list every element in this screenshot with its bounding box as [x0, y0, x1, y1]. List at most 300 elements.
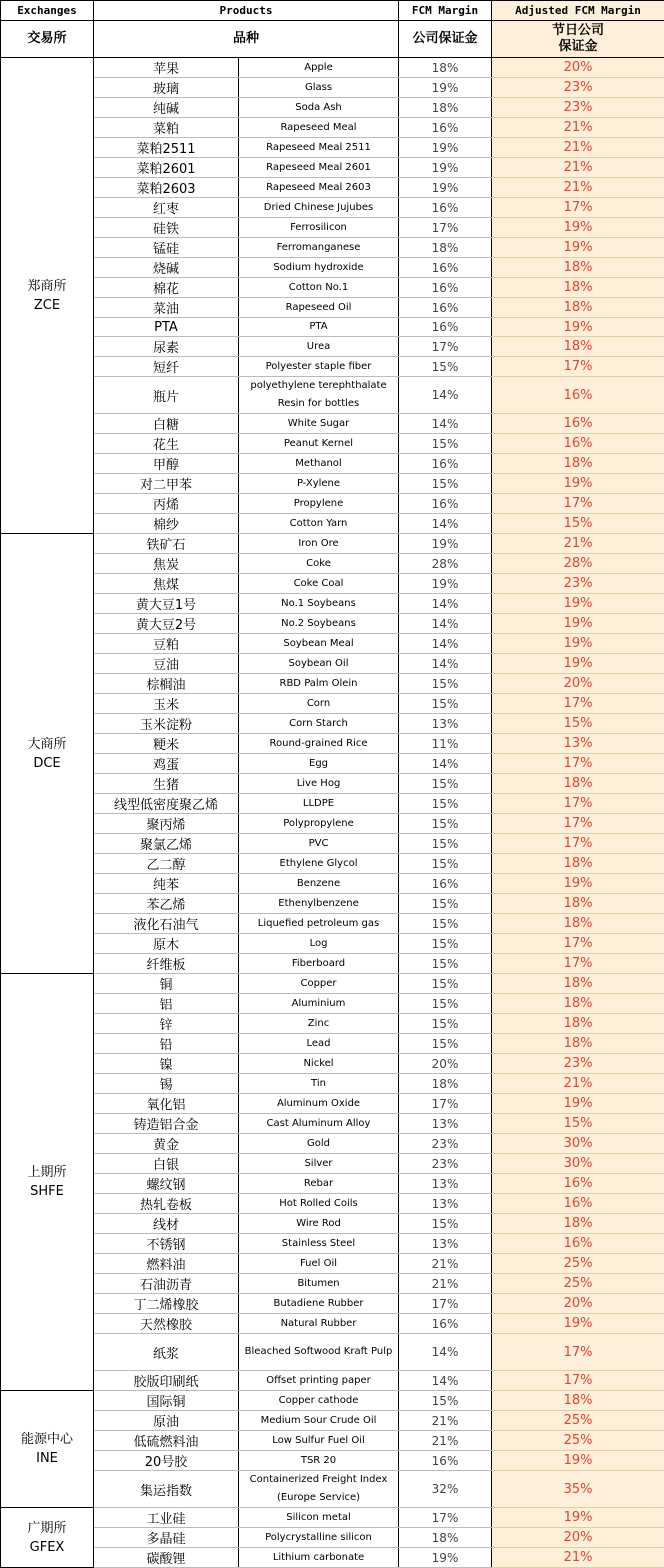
- fcm-margin: 18%: [399, 238, 492, 258]
- product-name-en: Wire Rod: [239, 1214, 399, 1234]
- product-name-cn: 硅铁: [94, 218, 239, 238]
- table-row: [1, 1074, 664, 1094]
- fcm-margin: 17%: [399, 1294, 492, 1314]
- table-row: [1, 1314, 664, 1334]
- table-row: [1, 974, 664, 994]
- fcm-margin: 19%: [399, 534, 492, 554]
- fcm-margin: 23%: [399, 1154, 492, 1174]
- table-row: [1, 337, 664, 357]
- product-name-cn: 焦煤: [94, 574, 239, 594]
- adjusted-fcm-margin: 17%: [492, 1334, 664, 1371]
- product-name-en: Soybean Oil: [239, 654, 399, 674]
- product-name-cn: 短纤: [94, 357, 239, 377]
- product-name-en: No.2 Soybeans: [239, 614, 399, 634]
- table-row: [1, 1371, 664, 1391]
- table-row: [1, 118, 664, 138]
- fcm-margin: 15%: [399, 1214, 492, 1234]
- fcm-margin: 16%: [399, 118, 492, 138]
- table-row: [1, 554, 664, 574]
- product-name-en: Rapeseed Meal: [239, 118, 399, 138]
- header-fcm-zh: 公司保证金: [399, 21, 492, 58]
- exchange-name-en: ZCE: [1, 296, 93, 315]
- header-fcm-en: FCM Margin: [399, 1, 492, 21]
- product-name-cn: PTA: [94, 318, 239, 337]
- fcm-margin: 15%: [399, 794, 492, 814]
- fcm-margin: 15%: [399, 1391, 492, 1411]
- adjusted-fcm-margin: 21%: [492, 178, 664, 198]
- table-row: [1, 954, 664, 974]
- adjusted-fcm-margin: 18%: [492, 1034, 664, 1054]
- table-row: [1, 1471, 664, 1508]
- table-row: [1, 1548, 664, 1568]
- fcm-margin: 14%: [399, 614, 492, 634]
- product-name-cn: 原油: [94, 1411, 239, 1431]
- fcm-margin: 16%: [399, 298, 492, 318]
- product-name-cn: 锡: [94, 1074, 239, 1094]
- adjusted-fcm-margin: 18%: [492, 454, 664, 474]
- fcm-margin: 20%: [399, 1054, 492, 1074]
- product-name-en: Soda Ash: [239, 98, 399, 118]
- exchange-name-zh: 广期所: [1, 1519, 93, 1538]
- fcm-margin: 14%: [399, 414, 492, 434]
- adjusted-fcm-margin: 18%: [492, 894, 664, 914]
- fcm-margin: 15%: [399, 774, 492, 794]
- table-row: [1, 534, 664, 554]
- adjusted-fcm-margin: 16%: [492, 414, 664, 434]
- fcm-margin: 16%: [399, 1314, 492, 1334]
- adjusted-fcm-margin: 23%: [492, 574, 664, 594]
- adjusted-fcm-margin: 18%: [492, 337, 664, 357]
- product-name-en: Rapeseed Oil: [239, 298, 399, 318]
- product-name-cn: 苯乙烯: [94, 894, 239, 914]
- adjusted-fcm-margin: 17%: [492, 494, 664, 514]
- product-name-cn: 纯苯: [94, 874, 239, 894]
- product-name-cn: 铸造铝合金: [94, 1114, 239, 1134]
- product-name-cn: 聚丙烯: [94, 814, 239, 834]
- product-name-en: Ferromanganese: [239, 238, 399, 258]
- adjusted-fcm-margin: 20%: [492, 1294, 664, 1314]
- fcm-margin: 15%: [399, 474, 492, 494]
- product-name-en: Aluminum Oxide: [239, 1094, 399, 1114]
- product-name-en: Log: [239, 934, 399, 954]
- adjusted-fcm-margin: 28%: [492, 554, 664, 574]
- adjusted-fcm-margin: 18%: [492, 1014, 664, 1034]
- product-name-cn: 焦炭: [94, 554, 239, 574]
- fcm-margin: 17%: [399, 1094, 492, 1114]
- fcm-margin: 15%: [399, 954, 492, 974]
- fcm-margin: 17%: [399, 218, 492, 238]
- product-name-cn: 碳酸锂: [94, 1548, 239, 1568]
- table-row: [1, 1254, 664, 1274]
- product-name-en: Rebar: [239, 1174, 399, 1194]
- product-name-en: Cotton No.1: [239, 278, 399, 298]
- table-row: [1, 178, 664, 198]
- product-name-cn: 线型低密度聚乙烯: [94, 794, 239, 814]
- product-name-en: Ethylene Glycol: [239, 854, 399, 874]
- table-row: [1, 994, 664, 1014]
- fcm-margin: 15%: [399, 694, 492, 714]
- fcm-margin: 15%: [399, 814, 492, 834]
- product-name-cn: 原木: [94, 934, 239, 954]
- fcm-margin: 14%: [399, 377, 492, 414]
- table-row: [1, 494, 664, 514]
- product-name-en: Cotton Yarn: [239, 514, 399, 534]
- table-row: [1, 278, 664, 298]
- product-name-cn: 烧碱: [94, 258, 239, 278]
- table-row: [1, 58, 664, 78]
- adjusted-fcm-margin: 18%: [492, 854, 664, 874]
- product-name-cn: 热轧卷板: [94, 1194, 239, 1214]
- product-name-en: Nickel: [239, 1054, 399, 1074]
- product-name-cn: 石油沥青: [94, 1274, 239, 1294]
- table-row: [1, 754, 664, 774]
- product-name-en: Polycrystalline silicon: [239, 1528, 399, 1548]
- product-name-en: Bleached Softwood Kraft Pulp: [239, 1334, 399, 1371]
- table-row: [1, 474, 664, 494]
- product-name-cn: 棕榈油: [94, 674, 239, 694]
- table-row: [1, 1014, 664, 1034]
- exchange-cell: [1, 1391, 94, 1508]
- table-row: [1, 238, 664, 258]
- product-name-en: Coke: [239, 554, 399, 574]
- product-name-en: P-Xylene: [239, 474, 399, 494]
- adjusted-fcm-margin: 18%: [492, 298, 664, 318]
- product-name-cn: 铅: [94, 1034, 239, 1054]
- fcm-margin: 13%: [399, 1234, 492, 1254]
- adjusted-fcm-margin: 18%: [492, 994, 664, 1014]
- table-row: [1, 934, 664, 954]
- fcm-margin: 32%: [399, 1471, 492, 1508]
- adjusted-fcm-margin: 17%: [492, 754, 664, 774]
- fcm-margin: 16%: [399, 494, 492, 514]
- adjusted-fcm-margin: 19%: [492, 874, 664, 894]
- product-name-cn: 燃料油: [94, 1254, 239, 1274]
- fcm-margin: 19%: [399, 574, 492, 594]
- fcm-margin: 16%: [399, 198, 492, 218]
- product-name-en: Live Hog: [239, 774, 399, 794]
- product-name-en: Rapeseed Meal 2511: [239, 138, 399, 158]
- fcm-margin: 18%: [399, 98, 492, 118]
- product-name-cn: 玉米淀粉: [94, 714, 239, 734]
- product-name-en: Hot Rolled Coils: [239, 1194, 399, 1214]
- table-row: [1, 298, 664, 318]
- product-name-cn: 锰硅: [94, 238, 239, 258]
- product-name-cn: 黄大豆2号: [94, 614, 239, 634]
- adjusted-fcm-margin: 17%: [492, 198, 664, 218]
- product-name-en: Cast Aluminum Alloy: [239, 1114, 399, 1134]
- adjusted-fcm-margin: 21%: [492, 118, 664, 138]
- product-name-en: Gold: [239, 1134, 399, 1154]
- exchange-name-zh: 大商所: [1, 735, 93, 754]
- adjusted-fcm-margin: 19%: [492, 218, 664, 238]
- adjusted-fcm-margin: 19%: [492, 1508, 664, 1528]
- fcm-margin: 28%: [399, 554, 492, 574]
- exchange-name-zh: 郑商所: [1, 277, 93, 296]
- product-name-cn: 瓶片: [94, 377, 239, 414]
- product-name-en: Low Sulfur Fuel Oil: [239, 1431, 399, 1451]
- adjusted-fcm-margin: 30%: [492, 1134, 664, 1154]
- adjusted-fcm-margin: 16%: [492, 1194, 664, 1214]
- fcm-margin: 15%: [399, 1034, 492, 1054]
- product-name-en: Liquefied petroleum gas: [239, 914, 399, 934]
- fcm-margin: 14%: [399, 1334, 492, 1371]
- product-name-en: No.1 Soybeans: [239, 594, 399, 614]
- product-name-cn: 黄大豆1号: [94, 594, 239, 614]
- fcm-margin: 15%: [399, 854, 492, 874]
- fcm-margin: 14%: [399, 754, 492, 774]
- fcm-margin: 14%: [399, 654, 492, 674]
- header-row-en: [1, 1, 664, 21]
- adjusted-fcm-margin: 18%: [492, 774, 664, 794]
- product-name-en: Methanol: [239, 454, 399, 474]
- fcm-margin: 15%: [399, 994, 492, 1014]
- product-name-cn: 螺纹钢: [94, 1174, 239, 1194]
- product-name-cn: 纯碱: [94, 98, 239, 118]
- fcm-margin: 17%: [399, 1508, 492, 1528]
- product-name-cn: 铝: [94, 994, 239, 1014]
- table-row: [1, 377, 664, 414]
- adjusted-fcm-margin: 18%: [492, 1214, 664, 1234]
- product-name-cn: 白糖: [94, 414, 239, 434]
- table-row: [1, 1431, 664, 1451]
- fcm-margin: 18%: [399, 1074, 492, 1094]
- product-name-en: Tin: [239, 1074, 399, 1094]
- product-name-en: Egg: [239, 754, 399, 774]
- table-row: [1, 1234, 664, 1254]
- product-name-cn: 棉花: [94, 278, 239, 298]
- product-name-en: Copper: [239, 974, 399, 994]
- table-row: [1, 1114, 664, 1134]
- exchange-name-en: GFEX: [1, 1538, 93, 1557]
- header-adjusted-zh-line1: 节日公司: [492, 23, 664, 39]
- adjusted-fcm-margin: 16%: [492, 377, 664, 414]
- exchange-cell: [1, 974, 94, 1391]
- product-name-en: Offset printing paper: [239, 1371, 399, 1391]
- table-row: [1, 874, 664, 894]
- fcm-margin: 16%: [399, 258, 492, 278]
- fcm-margin: 23%: [399, 1134, 492, 1154]
- adjusted-fcm-margin: 19%: [492, 1451, 664, 1471]
- product-name-cn: 丁二烯橡胶: [94, 1294, 239, 1314]
- product-name-cn: 胶版印刷纸: [94, 1371, 239, 1391]
- product-name-en: Natural Rubber: [239, 1314, 399, 1334]
- adjusted-fcm-margin: 18%: [492, 1391, 664, 1411]
- table-row: [1, 1214, 664, 1234]
- table-row: [1, 514, 664, 534]
- fcm-margin: 15%: [399, 834, 492, 854]
- exchange-name-zh: 能源中心: [1, 1430, 93, 1449]
- product-name-cn: 氧化铝: [94, 1094, 239, 1114]
- fcm-margin: 15%: [399, 914, 492, 934]
- table-row: [1, 218, 664, 238]
- adjusted-fcm-margin: 20%: [492, 58, 664, 78]
- adjusted-fcm-margin: 17%: [492, 834, 664, 854]
- fcm-margin: 15%: [399, 974, 492, 994]
- table-row: [1, 98, 664, 118]
- adjusted-fcm-margin: 19%: [492, 614, 664, 634]
- product-name-en: Coke Coal: [239, 574, 399, 594]
- adjusted-fcm-margin: 17%: [492, 934, 664, 954]
- product-name-cn: 豆粕: [94, 634, 239, 654]
- product-name-cn: 菜粕2603: [94, 178, 239, 198]
- product-name-cn: 不锈钢: [94, 1234, 239, 1254]
- product-name-cn: 锌: [94, 1014, 239, 1034]
- product-name-en: Lithium carbonate: [239, 1548, 399, 1568]
- product-name-en: Sodium hydroxide: [239, 258, 399, 278]
- product-name-cn: 铁矿石: [94, 534, 239, 554]
- adjusted-fcm-margin: 17%: [492, 1371, 664, 1391]
- product-name-en: Ethenylbenzene: [239, 894, 399, 914]
- product-name-en: Stainless Steel: [239, 1234, 399, 1254]
- product-name-en: Corn Starch: [239, 714, 399, 734]
- adjusted-fcm-margin: 23%: [492, 78, 664, 98]
- product-name-cn: 粳米: [94, 734, 239, 754]
- adjusted-fcm-margin: 17%: [492, 694, 664, 714]
- adjusted-fcm-margin: 13%: [492, 734, 664, 754]
- product-name-en: Round-grained Rice: [239, 734, 399, 754]
- table-row: [1, 914, 664, 934]
- fcm-margin: 15%: [399, 1014, 492, 1034]
- product-name-en: Medium Sour Crude Oil: [239, 1411, 399, 1431]
- product-name-cn: 菜粕: [94, 118, 239, 138]
- fcm-margin: 21%: [399, 1274, 492, 1294]
- product-name-cn: 玻璃: [94, 78, 239, 98]
- table-row: [1, 1508, 664, 1528]
- fcm-margin: 16%: [399, 278, 492, 298]
- table-row: [1, 357, 664, 377]
- adjusted-fcm-margin: 15%: [492, 1114, 664, 1134]
- table-row: [1, 1528, 664, 1548]
- product-name-en: Aluminium: [239, 994, 399, 1014]
- product-name-en: Copper cathode: [239, 1391, 399, 1411]
- product-name-cn: 棉纱: [94, 514, 239, 534]
- product-name-en: Bitumen: [239, 1274, 399, 1294]
- fcm-margin: 15%: [399, 894, 492, 914]
- adjusted-fcm-margin: 15%: [492, 514, 664, 534]
- product-name-en: Polypropylene: [239, 814, 399, 834]
- product-name-en: Benzene: [239, 874, 399, 894]
- product-name-cn: 甲醇: [94, 454, 239, 474]
- product-name-en: Lead: [239, 1034, 399, 1054]
- fcm-margin: 21%: [399, 1411, 492, 1431]
- product-name-cn: 花生: [94, 434, 239, 454]
- product-name-cn: 玉米: [94, 694, 239, 714]
- product-name-en: RBD Palm Olein: [239, 674, 399, 694]
- header-exchanges-zh: 交易所: [1, 21, 94, 58]
- table-row: [1, 674, 664, 694]
- product-name-cn: 工业硅: [94, 1508, 239, 1528]
- table-row: [1, 138, 664, 158]
- product-name-cn: 纸浆: [94, 1334, 239, 1371]
- product-name-en: Rapeseed Meal 2601: [239, 158, 399, 178]
- product-name-en: Rapeseed Meal 2603: [239, 178, 399, 198]
- table-row: [1, 594, 664, 614]
- fcm-margin: 15%: [399, 434, 492, 454]
- table-row: [1, 454, 664, 474]
- adjusted-fcm-margin: 19%: [492, 594, 664, 614]
- product-name-cn: 菜粕2601: [94, 158, 239, 178]
- adjusted-fcm-margin: 17%: [492, 357, 664, 377]
- product-name-cn: 20号胶: [94, 1451, 239, 1471]
- table-row: [1, 834, 664, 854]
- header-products-en: Products: [94, 1, 399, 21]
- product-name-en: TSR 20: [239, 1451, 399, 1471]
- table-row: [1, 714, 664, 734]
- table-row: [1, 854, 664, 874]
- product-name-cn: 天然橡胶: [94, 1314, 239, 1334]
- product-name-cn: 液化石油气: [94, 914, 239, 934]
- table-row: [1, 1174, 664, 1194]
- table-row: [1, 1451, 664, 1471]
- table-row: [1, 1094, 664, 1114]
- fcm-margin: 21%: [399, 1254, 492, 1274]
- table-row: [1, 1134, 664, 1154]
- adjusted-fcm-margin: 17%: [492, 814, 664, 834]
- product-name-cn: 多晶硅: [94, 1528, 239, 1548]
- product-name-en: PTA: [239, 318, 399, 337]
- adjusted-fcm-margin: 17%: [492, 954, 664, 974]
- exchange-name-en: INE: [1, 1449, 93, 1468]
- table-row: [1, 1034, 664, 1054]
- product-name-cn: 丙烯: [94, 494, 239, 514]
- table-row: [1, 78, 664, 98]
- fcm-margin: 19%: [399, 78, 492, 98]
- table-row: [1, 814, 664, 834]
- adjusted-fcm-margin: 21%: [492, 534, 664, 554]
- header-adjusted-zh-line2: 保证金: [492, 39, 664, 55]
- adjusted-fcm-margin: 23%: [492, 98, 664, 118]
- product-name-en: Silicon metal: [239, 1508, 399, 1528]
- product-name-cn: 黄金: [94, 1134, 239, 1154]
- adjusted-fcm-margin: 25%: [492, 1274, 664, 1294]
- product-name-cn: 菜油: [94, 298, 239, 318]
- table-header: [1, 1, 664, 58]
- fcm-margin: 19%: [399, 178, 492, 198]
- product-name-en: Corn: [239, 694, 399, 714]
- table-row: [1, 198, 664, 218]
- product-name-cn: 对二甲苯: [94, 474, 239, 494]
- adjusted-fcm-margin: 35%: [492, 1471, 664, 1508]
- table-row: [1, 318, 664, 337]
- adjusted-fcm-margin: 18%: [492, 974, 664, 994]
- table-row: [1, 158, 664, 178]
- product-name-en: Zinc: [239, 1014, 399, 1034]
- table-row: [1, 1411, 664, 1431]
- table-row: [1, 774, 664, 794]
- adjusted-fcm-margin: 18%: [492, 258, 664, 278]
- product-name-en: Fiberboard: [239, 954, 399, 974]
- product-name-cn: 苹果: [94, 58, 239, 78]
- product-name-cn: 纤维板: [94, 954, 239, 974]
- exchange-name-en: SHFE: [1, 1182, 93, 1201]
- header-exchanges-en: Exchanges: [1, 1, 94, 21]
- adjusted-fcm-margin: 17%: [492, 794, 664, 814]
- exchange-cell: [1, 534, 94, 974]
- exchange-cell: [1, 58, 94, 534]
- exchange-name-zh: 上期所: [1, 1163, 93, 1182]
- table-row: [1, 654, 664, 674]
- table-body: [1, 58, 664, 1568]
- fcm-margin: 13%: [399, 1174, 492, 1194]
- product-name-cn: 尿素: [94, 337, 239, 357]
- product-name-en: Polyester staple fiber: [239, 357, 399, 377]
- adjusted-fcm-margin: 23%: [492, 1054, 664, 1074]
- adjusted-fcm-margin: 25%: [492, 1411, 664, 1431]
- product-name-en: White Sugar: [239, 414, 399, 434]
- table-row: [1, 1334, 664, 1371]
- table-row: [1, 1154, 664, 1174]
- fcm-margin: 14%: [399, 634, 492, 654]
